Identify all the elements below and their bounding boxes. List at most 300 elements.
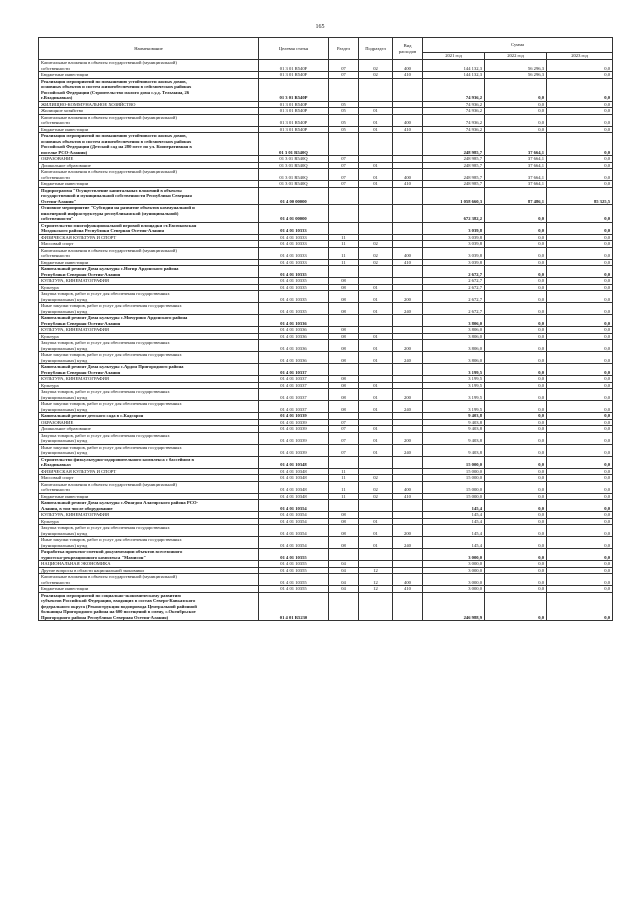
cell-subsection: 01	[359, 426, 393, 433]
cell-target-code: 01 4 01 10336	[259, 352, 329, 364]
cell-amount-2022: 0,0	[485, 108, 547, 115]
cell-subsection: 01	[359, 444, 393, 456]
cell-name: Закупка товаров, работ и услуг для обеспечения государственных (муниципальных) нужд	[39, 432, 259, 444]
cell-expense-kind	[393, 78, 423, 101]
cell-section	[329, 592, 359, 621]
cell-amount-2021: 145,4	[423, 537, 485, 549]
cell-amount-2023: 0,0	[547, 413, 613, 420]
cell-amount-2021: 145,4	[423, 512, 485, 519]
cell-amount-2022: 0,0	[485, 389, 547, 401]
cell-name: НАЦИОНАЛЬНАЯ ЭКОНОМИКА	[39, 561, 259, 568]
cell-amount-2022: 0,0	[485, 574, 547, 586]
cell-amount-2021: 3 199,5	[423, 382, 485, 389]
table-row	[39, 205, 613, 223]
cell-amount-2021: 74 936,2	[423, 126, 485, 133]
cell-name: Реализация мероприятий по повышению устойчивости жилых домов, основных объектов и систем жизнеобеспечения в сейсмических районах Российской Федерации (Строительство малого дома с.у.д. Тельмана, 26 г.Владикавказ)	[39, 78, 259, 101]
cell-subsection: 01	[359, 114, 393, 126]
cell-section	[329, 315, 359, 327]
cell-expense-kind: 400	[393, 481, 423, 493]
cell-name: ФИЗИЧЕСКАЯ КУЛЬТУРА И СПОРТ	[39, 468, 259, 475]
cell-target-code: 01 4 01 10348	[259, 493, 329, 500]
cell-name: Капитальный ремонт Дома культуры с.Ардон Пригородного района Республики Северная Осетия-Алания	[39, 364, 259, 376]
cell-amount-2022: 0,0	[485, 586, 547, 593]
cell-section: 04	[329, 574, 359, 586]
cell-name: Капитальный ремонт Дома культуры с.Фиагдон Алагирского района РСО- Алания, в том числе оборудование	[39, 500, 259, 512]
cell-name: Реализация мероприятий по социально-экономическому развитию субъектов Российской Федерации, входящих в состав Северо-Кавказского федерального округа (Реконструкция водопровода Центральной районной больницы Пригородного района на 600 посещений в смену, с.Октябрьское Пригородного района Республики Северная Осетия-Алания)	[39, 592, 259, 621]
cell-section	[329, 549, 359, 561]
cell-subsection	[359, 78, 393, 101]
cell-amount-2021: 672 382,2	[423, 205, 485, 223]
cell-amount-2023: 0,0	[547, 278, 613, 285]
cell-amount-2022: 0,0	[485, 456, 547, 468]
cell-amount-2021: 74 936,2	[423, 78, 485, 101]
cell-amount-2021: 3 039,8	[423, 241, 485, 248]
cell-section: 07	[329, 72, 359, 79]
cell-expense-kind: 410	[393, 259, 423, 266]
cell-section: 07	[329, 162, 359, 169]
cell-section: 07	[329, 426, 359, 433]
cell-amount-2023: 0,0	[547, 574, 613, 586]
cell-name: Бюджетные инвестиции	[39, 181, 259, 188]
cell-name: Бюджетные инвестиции	[39, 259, 259, 266]
cell-section: 08	[329, 382, 359, 389]
cell-subsection: 01	[359, 340, 393, 352]
cell-name: КУЛЬТУРА, КИНЕМАТОГРАФИЯ	[39, 327, 259, 334]
cell-amount-2021: 3 039,8	[423, 247, 485, 259]
cell-section: 07	[329, 181, 359, 188]
cell-expense-kind	[393, 592, 423, 621]
cell-target-code: 01 4 01 10335	[259, 266, 329, 278]
cell-name: Бюджетные инвестиции	[39, 493, 259, 500]
cell-subsection: 01	[359, 382, 393, 389]
cell-name: Капитальные вложения в объекты государственной (муниципальной) собственности	[39, 481, 259, 493]
cell-amount-2021: 9 403,8	[423, 419, 485, 426]
cell-amount-2023: 0,0	[547, 340, 613, 352]
cell-expense-kind: 240	[393, 537, 423, 549]
cell-amount-2021: 248 985,7	[423, 169, 485, 181]
cell-target-code: 01 4 01 10336	[259, 340, 329, 352]
header-year-2023: 2023 год	[547, 53, 613, 60]
cell-amount-2021: 3 000,0	[423, 567, 485, 574]
cell-amount-2022: 37 664,1	[485, 156, 547, 163]
cell-subsection: 01	[359, 126, 393, 133]
cell-name: Строительство многофункциональной игровой площадки ст.Евсюковская Моздокского района Республики Северная Осетия-Алания	[39, 222, 259, 234]
cell-target-code: 01 4 01 10348	[259, 456, 329, 468]
cell-target-code: 01 4 01 10339	[259, 419, 329, 426]
cell-target-code: 01 4 01 10335	[259, 278, 329, 285]
table-row	[39, 303, 613, 315]
cell-amount-2022: 0,0	[485, 376, 547, 383]
cell-name: Закупка товаров, работ и услуг для обеспечения государственных (муниципальных) нужд	[39, 340, 259, 352]
cell-name: КУЛЬТУРА, КИНЕМАТОГРАФИЯ	[39, 376, 259, 383]
header-year-2022: 2022 год	[485, 53, 547, 60]
cell-target-code: 01 3 01 R540F	[259, 60, 329, 72]
cell-name: Капитальные вложения в объекты государственной (муниципальной) собственности	[39, 247, 259, 259]
cell-amount-2021: 3 000,0	[423, 586, 485, 593]
cell-name: Бюджетные инвестиции	[39, 72, 259, 79]
table-row	[39, 114, 613, 126]
cell-target-code: 01 3 01 R540Q	[259, 133, 329, 156]
cell-amount-2023: 0,0	[547, 493, 613, 500]
cell-amount-2021: 2 672,7	[423, 291, 485, 303]
cell-expense-kind: 400	[393, 60, 423, 72]
cell-section: 07	[329, 60, 359, 72]
cell-section	[329, 500, 359, 512]
cell-amount-2023: 0,0	[547, 133, 613, 156]
cell-subsection: 01	[359, 537, 393, 549]
cell-expense-kind: 410	[393, 493, 423, 500]
table-body	[39, 60, 613, 621]
cell-name: Жилищное хозяйство	[39, 108, 259, 115]
header-subsection: Подраздел	[359, 38, 393, 60]
cell-section: 08	[329, 333, 359, 340]
cell-expense-kind	[393, 364, 423, 376]
cell-target-code: 01 3 01 R540P	[259, 101, 329, 108]
cell-target-code: 01 4 01 10354	[259, 518, 329, 525]
cell-amount-2021: 3 199,5	[423, 401, 485, 413]
cell-name: Строительство физкультурно-оздоровительного комплекса с бассейном в г.Владикавказ	[39, 456, 259, 468]
cell-subsection	[359, 205, 393, 223]
cell-amount-2022: 0,0	[485, 444, 547, 456]
cell-target-code: 01 4 01 10339	[259, 432, 329, 444]
cell-section: 08	[329, 352, 359, 364]
cell-amount-2023: 0,0	[547, 241, 613, 248]
cell-amount-2023: 0,0	[547, 382, 613, 389]
budget-table	[38, 37, 613, 621]
table-row	[39, 500, 613, 512]
cell-subsection: 02	[359, 241, 393, 248]
cell-amount-2022: 0,0	[485, 234, 547, 241]
cell-amount-2021: 3 039,8	[423, 222, 485, 234]
cell-section: 08	[329, 512, 359, 519]
cell-section: 11	[329, 468, 359, 475]
cell-subsection: 02	[359, 259, 393, 266]
cell-target-code: 01 4 01 10354	[259, 525, 329, 537]
cell-amount-2021: 3 806,0	[423, 315, 485, 327]
cell-expense-kind: 410	[393, 586, 423, 593]
cell-amount-2023: 0,0	[547, 389, 613, 401]
cell-amount-2022: 0,0	[485, 352, 547, 364]
cell-target-code: 01 4 01 00000	[259, 205, 329, 223]
cell-expense-kind	[393, 500, 423, 512]
header-code: Целевая статья	[259, 38, 329, 60]
cell-amount-2021: 2 672,7	[423, 266, 485, 278]
cell-amount-2023: 0,0	[547, 444, 613, 456]
cell-subsection: 01	[359, 432, 393, 444]
cell-subsection	[359, 500, 393, 512]
cell-amount-2021: 246 988,9	[423, 592, 485, 621]
cell-target-code: 01 3 01 R540P	[259, 78, 329, 101]
table-row	[39, 60, 613, 72]
cell-name: КУЛЬТУРА, КИНЕМАТОГРАФИЯ	[39, 512, 259, 519]
cell-amount-2023: 0,0	[547, 419, 613, 426]
table-row	[39, 537, 613, 549]
cell-subsection	[359, 222, 393, 234]
cell-amount-2023: 0,0	[547, 181, 613, 188]
cell-amount-2021: 9 403,8	[423, 432, 485, 444]
cell-section	[329, 222, 359, 234]
cell-subsection: 01	[359, 162, 393, 169]
table-row	[39, 78, 613, 101]
cell-amount-2021: 15 000,0	[423, 456, 485, 468]
cell-target-code: 01 4 01 10355	[259, 567, 329, 574]
cell-target-code: 01 4 01 10333	[259, 241, 329, 248]
cell-target-code: 01 3 01 R540Q	[259, 169, 329, 181]
table-row	[39, 389, 613, 401]
cell-expense-kind: 200	[393, 389, 423, 401]
cell-target-code: 01 4 01 10336	[259, 327, 329, 334]
cell-section	[329, 205, 359, 223]
cell-name: Массовый спорт	[39, 475, 259, 482]
cell-name: Закупка товаров, работ и услуг для обеспечения государственных (муниципальных) нужд	[39, 389, 259, 401]
cell-amount-2021: 145,4	[423, 525, 485, 537]
table-row	[39, 352, 613, 364]
cell-name: КУЛЬТУРА, КИНЕМАТОГРАФИЯ	[39, 278, 259, 285]
cell-expense-kind	[393, 187, 423, 205]
cell-target-code: 01 3 01 R540P	[259, 108, 329, 115]
cell-name: Закупка товаров, работ и услуг для обеспечения государственных (муниципальных) нужд	[39, 291, 259, 303]
cell-subsection: 01	[359, 389, 393, 401]
cell-amount-2021: 3 000,0	[423, 561, 485, 568]
cell-amount-2023: 0,0	[547, 481, 613, 493]
cell-target-code: 01 4 01 10355	[259, 574, 329, 586]
cell-expense-kind	[393, 456, 423, 468]
cell-amount-2022: 37 664,1	[485, 162, 547, 169]
cell-expense-kind: 410	[393, 181, 423, 188]
cell-expense-kind	[393, 266, 423, 278]
cell-subsection: 12	[359, 586, 393, 593]
cell-name: Капитальные вложения в объекты государственной (муниципальной) собственности	[39, 169, 259, 181]
cell-section: 08	[329, 327, 359, 334]
cell-subsection: 01	[359, 169, 393, 181]
cell-name: ЖИЛИЩНО-КОММУНАЛЬНОЕ ХОЗЯЙСТВО	[39, 101, 259, 108]
cell-amount-2023: 0,0	[547, 169, 613, 181]
cell-amount-2023: 0,0	[547, 284, 613, 291]
cell-target-code: 01 4 01 10348	[259, 475, 329, 482]
cell-name: Культура	[39, 518, 259, 525]
cell-amount-2022: 0,0	[485, 592, 547, 621]
cell-target-code: 01 4 01 10335	[259, 303, 329, 315]
cell-section: 08	[329, 340, 359, 352]
cell-amount-2022: 0,0	[485, 266, 547, 278]
cell-amount-2023: 0,0	[547, 432, 613, 444]
cell-amount-2022: 0,0	[485, 419, 547, 426]
cell-amount-2022: 0,0	[485, 475, 547, 482]
cell-amount-2021: 2 672,7	[423, 284, 485, 291]
cell-section: 08	[329, 401, 359, 413]
table-row	[39, 266, 613, 278]
cell-section: 05	[329, 114, 359, 126]
cell-amount-2022: 0,0	[485, 259, 547, 266]
cell-section: 08	[329, 303, 359, 315]
cell-amount-2023: 0,0	[547, 456, 613, 468]
cell-amount-2023: 0,0	[547, 364, 613, 376]
cell-section: 11	[329, 234, 359, 241]
table-row	[39, 315, 613, 327]
cell-amount-2022: 0,0	[485, 114, 547, 126]
cell-target-code: 01 4 01 10355	[259, 549, 329, 561]
header-section: Раздел	[329, 38, 359, 60]
table-row	[39, 247, 613, 259]
cell-expense-kind: 200	[393, 432, 423, 444]
cell-name: Иные закупки товаров, работ и услуг для обеспечения государственных (муниципальных) нужд	[39, 303, 259, 315]
cell-section: 08	[329, 389, 359, 401]
cell-section	[329, 266, 359, 278]
cell-name: Культура	[39, 284, 259, 291]
cell-target-code: 01 4 00 00000	[259, 187, 329, 205]
cell-section: 11	[329, 475, 359, 482]
cell-amount-2021: 1 058 660,3	[423, 187, 485, 205]
cell-name: Бюджетные инвестиции	[39, 126, 259, 133]
cell-target-code: 01 4 01 10355	[259, 561, 329, 568]
cell-amount-2022: 0,0	[485, 333, 547, 340]
cell-amount-2022: 56 296,3	[485, 60, 547, 72]
cell-amount-2023: 85 325,5	[547, 187, 613, 205]
cell-amount-2023: 0,0	[547, 525, 613, 537]
cell-section: 08	[329, 284, 359, 291]
cell-amount-2022: 87 486,1	[485, 187, 547, 205]
cell-target-code: 01 4 01 10337	[259, 376, 329, 383]
cell-amount-2023: 0,0	[547, 567, 613, 574]
cell-name: Дошкольное образование	[39, 426, 259, 433]
cell-section: 04	[329, 567, 359, 574]
cell-name: Массовый спорт	[39, 241, 259, 248]
cell-subsection: 01	[359, 108, 393, 115]
cell-target-code: 01 4 01 R5230	[259, 592, 329, 621]
cell-amount-2022: 0,0	[485, 413, 547, 420]
cell-amount-2023: 0,0	[547, 78, 613, 101]
cell-amount-2023: 0,0	[547, 101, 613, 108]
cell-section: 07	[329, 156, 359, 163]
cell-target-code: 01 4 01 10337	[259, 364, 329, 376]
cell-amount-2021: 15 000,0	[423, 475, 485, 482]
cell-amount-2023: 0,0	[547, 205, 613, 223]
cell-amount-2022: 0,0	[485, 426, 547, 433]
page-number: 165	[315, 24, 325, 30]
cell-subsection: 01	[359, 333, 393, 340]
table-row	[39, 133, 613, 156]
table-row	[39, 340, 613, 352]
cell-section: 07	[329, 419, 359, 426]
cell-amount-2023: 0,0	[547, 586, 613, 593]
cell-amount-2023: 0,0	[547, 426, 613, 433]
cell-name: Иные закупки товаров, работ и услуг для обеспечения государственных (муниципальных) нужд	[39, 537, 259, 549]
cell-name: Подпрограмма "Осуществление капитальных вложений в объекты государственной и муниципальной собственности Республики Северная Осетия-Алания"	[39, 187, 259, 205]
cell-subsection: 01	[359, 284, 393, 291]
cell-amount-2022: 0,0	[485, 78, 547, 101]
cell-amount-2021: 3 039,8	[423, 234, 485, 241]
cell-amount-2022: 0,0	[485, 327, 547, 334]
cell-subsection: 02	[359, 72, 393, 79]
cell-amount-2023: 0,0	[547, 376, 613, 383]
cell-name: Иные закупки товаров, работ и услуг для обеспечения государственных (муниципальных) нужд	[39, 352, 259, 364]
cell-amount-2022: 0,0	[485, 247, 547, 259]
cell-amount-2023: 0,0	[547, 156, 613, 163]
cell-amount-2022: 0,0	[485, 303, 547, 315]
cell-section: 11	[329, 247, 359, 259]
cell-amount-2022: 0,0	[485, 493, 547, 500]
cell-subsection: 01	[359, 525, 393, 537]
table-row	[39, 549, 613, 561]
cell-target-code: 01 4 01 10354	[259, 512, 329, 519]
cell-subsection: 02	[359, 60, 393, 72]
cell-section: 08	[329, 537, 359, 549]
cell-name: Другие вопросы в области национальной экономики	[39, 567, 259, 574]
cell-amount-2021: 15 000,0	[423, 468, 485, 475]
cell-amount-2022: 0,0	[485, 315, 547, 327]
cell-subsection: 02	[359, 493, 393, 500]
cell-target-code: 01 4 01 10335	[259, 291, 329, 303]
cell-amount-2023: 0,0	[547, 114, 613, 126]
cell-name: Капитальный ремонт детского сада в с.Кадгарон	[39, 413, 259, 420]
cell-amount-2021: 15 000,0	[423, 493, 485, 500]
cell-amount-2021: 248 985,7	[423, 181, 485, 188]
cell-target-code: 01 4 01 10333	[259, 222, 329, 234]
cell-name: Капитальные вложения в объекты государственной (муниципальной) собственности	[39, 60, 259, 72]
cell-name: Дошкольное образование	[39, 162, 259, 169]
cell-section: 05	[329, 126, 359, 133]
cell-subsection: 12	[359, 567, 393, 574]
cell-section: 11	[329, 259, 359, 266]
cell-amount-2022: 0,0	[485, 382, 547, 389]
cell-amount-2023: 0,0	[547, 303, 613, 315]
cell-amount-2021: 3 806,0	[423, 327, 485, 334]
cell-section: 08	[329, 291, 359, 303]
table-row	[39, 481, 613, 493]
cell-subsection	[359, 364, 393, 376]
cell-amount-2021: 74 936,2	[423, 108, 485, 115]
cell-expense-kind: 400	[393, 114, 423, 126]
cell-expense-kind: 400	[393, 574, 423, 586]
cell-amount-2023: 0,0	[547, 259, 613, 266]
cell-target-code: 01 4 01 10339	[259, 444, 329, 456]
table-row	[39, 574, 613, 586]
cell-amount-2022: 0,0	[485, 567, 547, 574]
cell-target-code: 01 4 01 10339	[259, 413, 329, 420]
cell-section: 07	[329, 169, 359, 181]
cell-amount-2023: 0,0	[547, 162, 613, 169]
cell-amount-2021: 3 806,0	[423, 340, 485, 352]
table-row	[39, 169, 613, 181]
cell-subsection: 01	[359, 352, 393, 364]
cell-name: Бюджетные инвестиции	[39, 586, 259, 593]
cell-amount-2022: 0,0	[485, 481, 547, 493]
cell-subsection	[359, 549, 393, 561]
cell-target-code: 01 4 01 10333	[259, 234, 329, 241]
cell-section: 07	[329, 444, 359, 456]
cell-amount-2023: 0,0	[547, 315, 613, 327]
cell-section: 05	[329, 101, 359, 108]
table-header	[39, 38, 613, 60]
cell-amount-2021: 3 039,8	[423, 259, 485, 266]
cell-amount-2022: 0,0	[485, 278, 547, 285]
cell-amount-2022: 0,0	[485, 561, 547, 568]
cell-subsection: 12	[359, 574, 393, 586]
cell-section	[329, 456, 359, 468]
cell-expense-kind	[393, 222, 423, 234]
cell-name: ОБРАЗОВАНИЕ	[39, 419, 259, 426]
cell-expense-kind: 200	[393, 525, 423, 537]
cell-target-code: 01 4 01 10354	[259, 537, 329, 549]
cell-amount-2022: 0,0	[485, 518, 547, 525]
cell-amount-2023: 0,0	[547, 234, 613, 241]
cell-amount-2023: 0,0	[547, 475, 613, 482]
cell-subsection: 01	[359, 401, 393, 413]
cell-expense-kind: 240	[393, 444, 423, 456]
cell-amount-2021: 145,4	[423, 500, 485, 512]
cell-expense-kind: 400	[393, 247, 423, 259]
cell-expense-kind: 240	[393, 352, 423, 364]
